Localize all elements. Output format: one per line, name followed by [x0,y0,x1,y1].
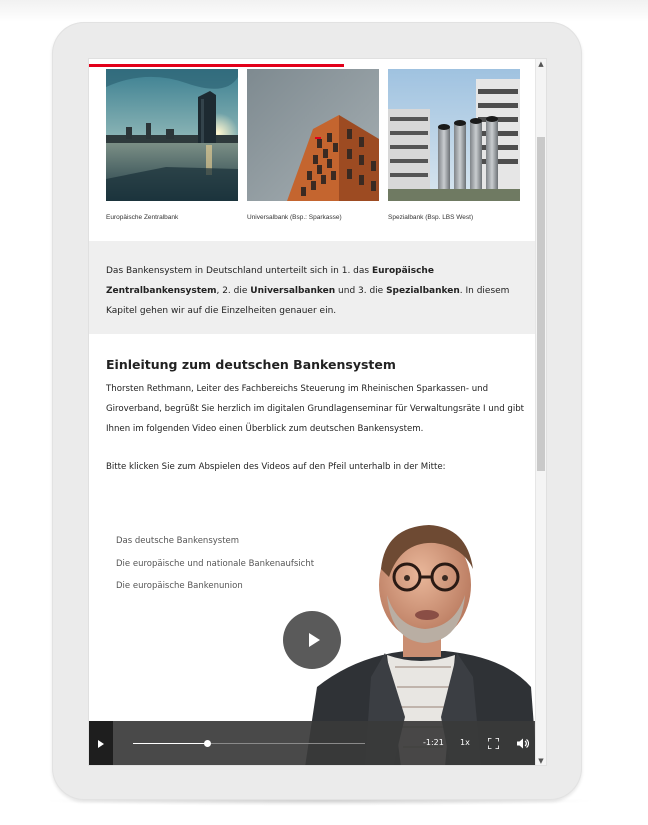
section-title: Einleitung zum deutschen Bankensystem [106,357,396,372]
ecb-tower-photo [106,69,238,201]
video-control-bar [89,721,537,766]
office-building-photo [247,69,379,201]
play-icon [309,633,320,647]
image-caption: Europäische Zentralbank [106,214,179,221]
tablet-screen [88,58,547,766]
intro-video-text: Thorsten Rethmann, Leiter des Fachbereichs Steuerung im Rheinischen Sparkassen- und Giroverband, begrüßt Sie herzlich im digitalen Grundlagenseminar für Verwaltungsräte I und gibt Ihnen im folgenden Video einen Überblick zum deutschen Bankensystem. [106,384,525,434]
seek-handle[interactable] [204,740,211,747]
video-player[interactable] [89,517,537,766]
scroll-up-arrow-icon[interactable]: ▲ [538,60,544,68]
playback-speed-button[interactable]: 1x [460,738,470,747]
scrollbar[interactable] [535,59,546,766]
chapter-item[interactable]: Die europäische Bankenunion [116,581,243,591]
play-video-button[interactable] [283,611,341,669]
volume-icon[interactable] [517,738,529,749]
lbs-building-photo [388,69,520,201]
image-caption: Spezialbank (Bsp. LBS West) [388,214,474,221]
top-shade [0,0,648,22]
play-pause-button[interactable] [89,721,113,766]
scroll-down-arrow-icon[interactable]: ▼ [538,757,544,765]
page-content [89,59,537,766]
fullscreen-icon[interactable] [488,738,499,749]
chapter-item[interactable]: Die europäische und nationale Bankenaufsicht [116,559,315,569]
play-icon [98,740,104,748]
video-instruction-text: Bitte klicken Sie zum Abspielen des Videos auf den Pfeil unterhalb in der Mitte: [106,462,446,472]
seek-bar-played [133,743,207,744]
image-caption: Universalbank (Bsp.: Sparkasse) [247,214,342,221]
page-progress-bar [89,64,344,67]
intro-box [89,241,537,334]
time-remaining: -1:21 [423,738,444,747]
chapter-item[interactable]: Das deutsche Bankensystem [116,536,240,546]
scrollbar-thumb[interactable] [537,137,545,471]
intro-paragraph: Das Bankensystem in Deutschland unterteilt sich in 1. das Europäische Zentralbankensystem, 2. die Universalbanken und 3. die Spezialbanken. In diesem Kapitel gehen wir auf die Einzelheiten genauer ein. [106,266,510,316]
